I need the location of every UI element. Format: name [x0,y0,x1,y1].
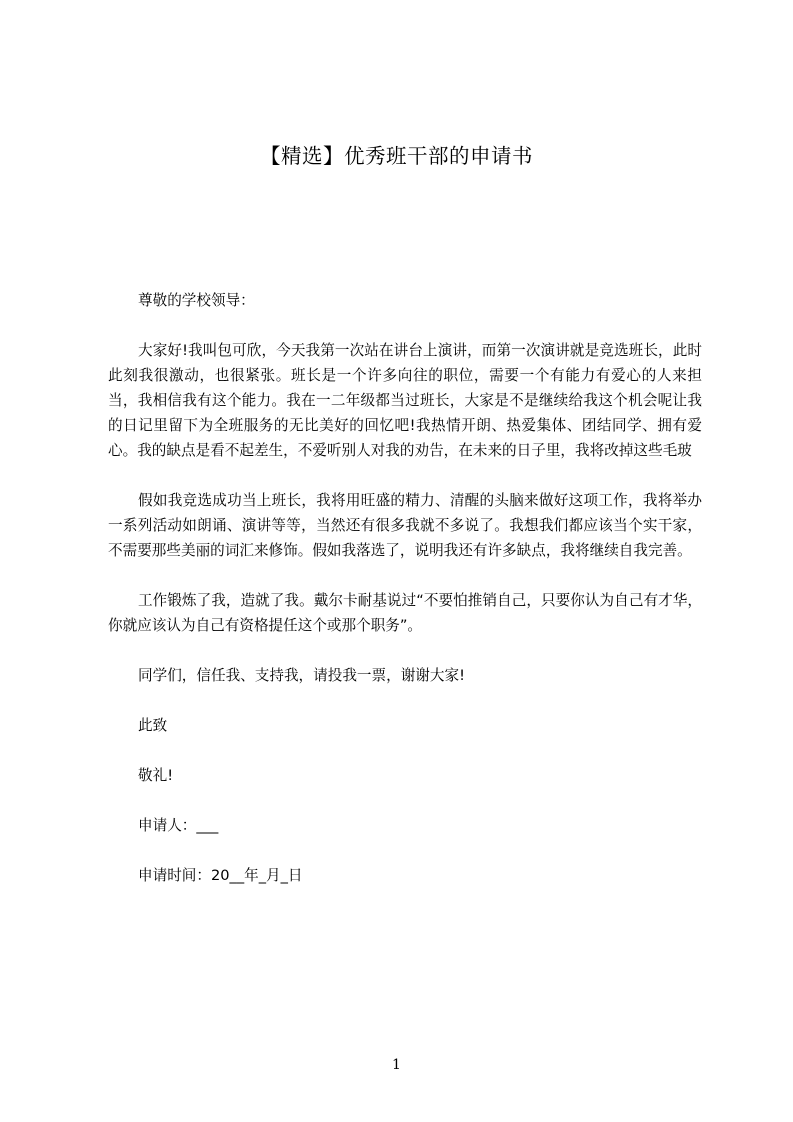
appeal-line: 同学们，信任我、支持我，请投我一票，谢谢大家! [138,667,465,684]
paragraph-quote: 工作锻炼了我，造就了我。戴尔卡耐基说过“不要怕推销自己，只要你认为自己有才华，你就应该认为自己有资格提任这个或那个职务”。 [108,592,702,634]
page-title: 【精选】优秀班干部的申请书 [260,144,533,168]
closing-line-2: 敬礼! [138,767,174,784]
letter-body [108,288,702,888]
paragraph-plan: 假如我竞选成功当上班长，我将用旺盛的精力、清醒的头脑来做好这项工作，我将举办一系列活动如朗诵、演讲等等，当然还有很多我就不多说了。我想我们都应该当个实干家，不需要那些美丽的词汇来修饰。假如我落选了，说明我还有许多缺点，我将继续自我完善。 [108,492,702,559]
applicant-line: 申请人：___ [138,817,219,834]
date-line: 申请时间：20__年_月_日 [138,867,303,884]
closing-line-1: 此致 [138,717,168,734]
paragraph-intro: 大家好!我叫包可欣，今天我第一次站在讲台上演讲，而第一次演讲就是竞选班长，此时此刻我很激动，也很紧张。班长是一个许多向往的职位，需要一个有能力有爱心的人来担当，我相信我有这个能力。我在一二年级都当过班长，大家是不是继续给我这个机会呢让我的日记里留下为全班服务的无比美好的回忆吧!我热情开朗、热爱集体、团结同学、拥有爱心。我的缺点是看不起差生，不爱听别人对我的劝告，在未来的日子里，我将改掉这些毛玻 [108,342,702,459]
salutation: 尊敬的学校领导： [138,292,255,309]
page-number: 1 [392,1057,401,1073]
